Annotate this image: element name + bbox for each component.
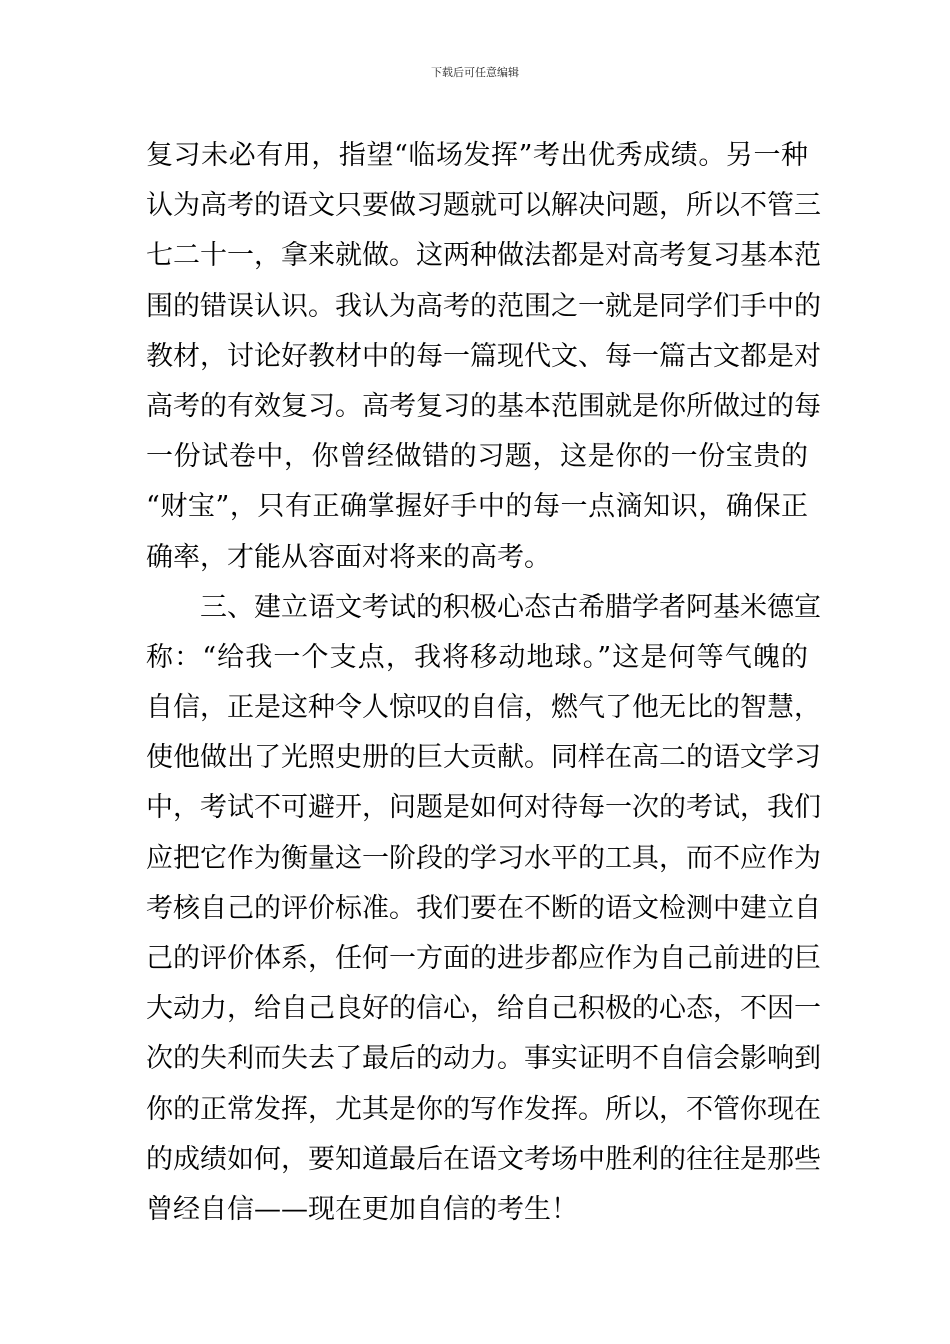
text-line: 七二十一，拿来就做。这两种做法都是对高考复习基本范 xyxy=(146,240,821,272)
text-line: 使他做出了光照史册的巨大贡献。同样在高二的语文学习 xyxy=(146,742,821,774)
text-line: 教材，讨论好教材中的每一篇现代文、每一篇古文都是对 xyxy=(146,340,821,372)
page-header: 下载后可任意编辑 xyxy=(431,66,519,79)
text-line: “财宝”，只有正确掌握好手中的每一点滴知识，确保正 xyxy=(146,491,808,523)
paragraph-2 xyxy=(146,583,821,1235)
text-line: 大动力，给自己良好的信心，给自己积极的心态，不因一 xyxy=(146,993,821,1025)
text-line: 的成绩如何，要知道最后在语文考场中胜利的往往是那些 xyxy=(146,1143,821,1175)
text-line: 次的失利而失去了最后的动力。事实证明不自信会影响到 xyxy=(146,1043,821,1075)
text-line: 应把它作为衡量这一阶段的学习水平的工具，而不应作为 xyxy=(146,842,821,874)
text-line: 一份试卷中，你曾经做错的习题，这是你的一份宝贵的 xyxy=(146,441,808,473)
text-line: 认为高考的语文只要做习题就可以解决问题，所以不管三 xyxy=(146,190,821,222)
text-line: 己的评价体系，任何一方面的进步都应作为自己前进的巨 xyxy=(146,943,821,974)
text-line: 确率，才能从容面对将来的高考。 xyxy=(146,541,551,573)
text-line: 三、建立语文考试的积极心态古希腊学者阿基米德宣 xyxy=(200,591,821,623)
text-line: 复习未必有用，指望“临场发挥”考出优秀成绩。另一种 xyxy=(146,140,808,171)
text-line: 考核自己的评价标准。我们要在不断的语文检测中建立自 xyxy=(146,892,821,924)
text-line: 自信，正是这种令人惊叹的自信，燃气了他无比的智慧， xyxy=(146,692,821,724)
body-text xyxy=(146,131,821,1235)
paragraph-1 xyxy=(146,131,821,583)
text-line: 中，考试不可避开，问题是如何对待每一次的考试，我们 xyxy=(146,792,821,824)
text-line: 曾经自信——现在更加自信的考生！ xyxy=(146,1193,578,1225)
text-line: 高考的有效复习。高考复习的基本范围就是你所做过的每 xyxy=(146,390,821,422)
text-line: 你的正常发挥，尤其是你的写作发挥。所以，不管你现在 xyxy=(146,1093,821,1125)
text-line: 围的错误认识。我认为高考的范围之一就是同学们手中的 xyxy=(146,290,821,322)
text-line: 称：“给我一个支点，我将移动地球。”这是何等气魄的 xyxy=(146,641,808,673)
